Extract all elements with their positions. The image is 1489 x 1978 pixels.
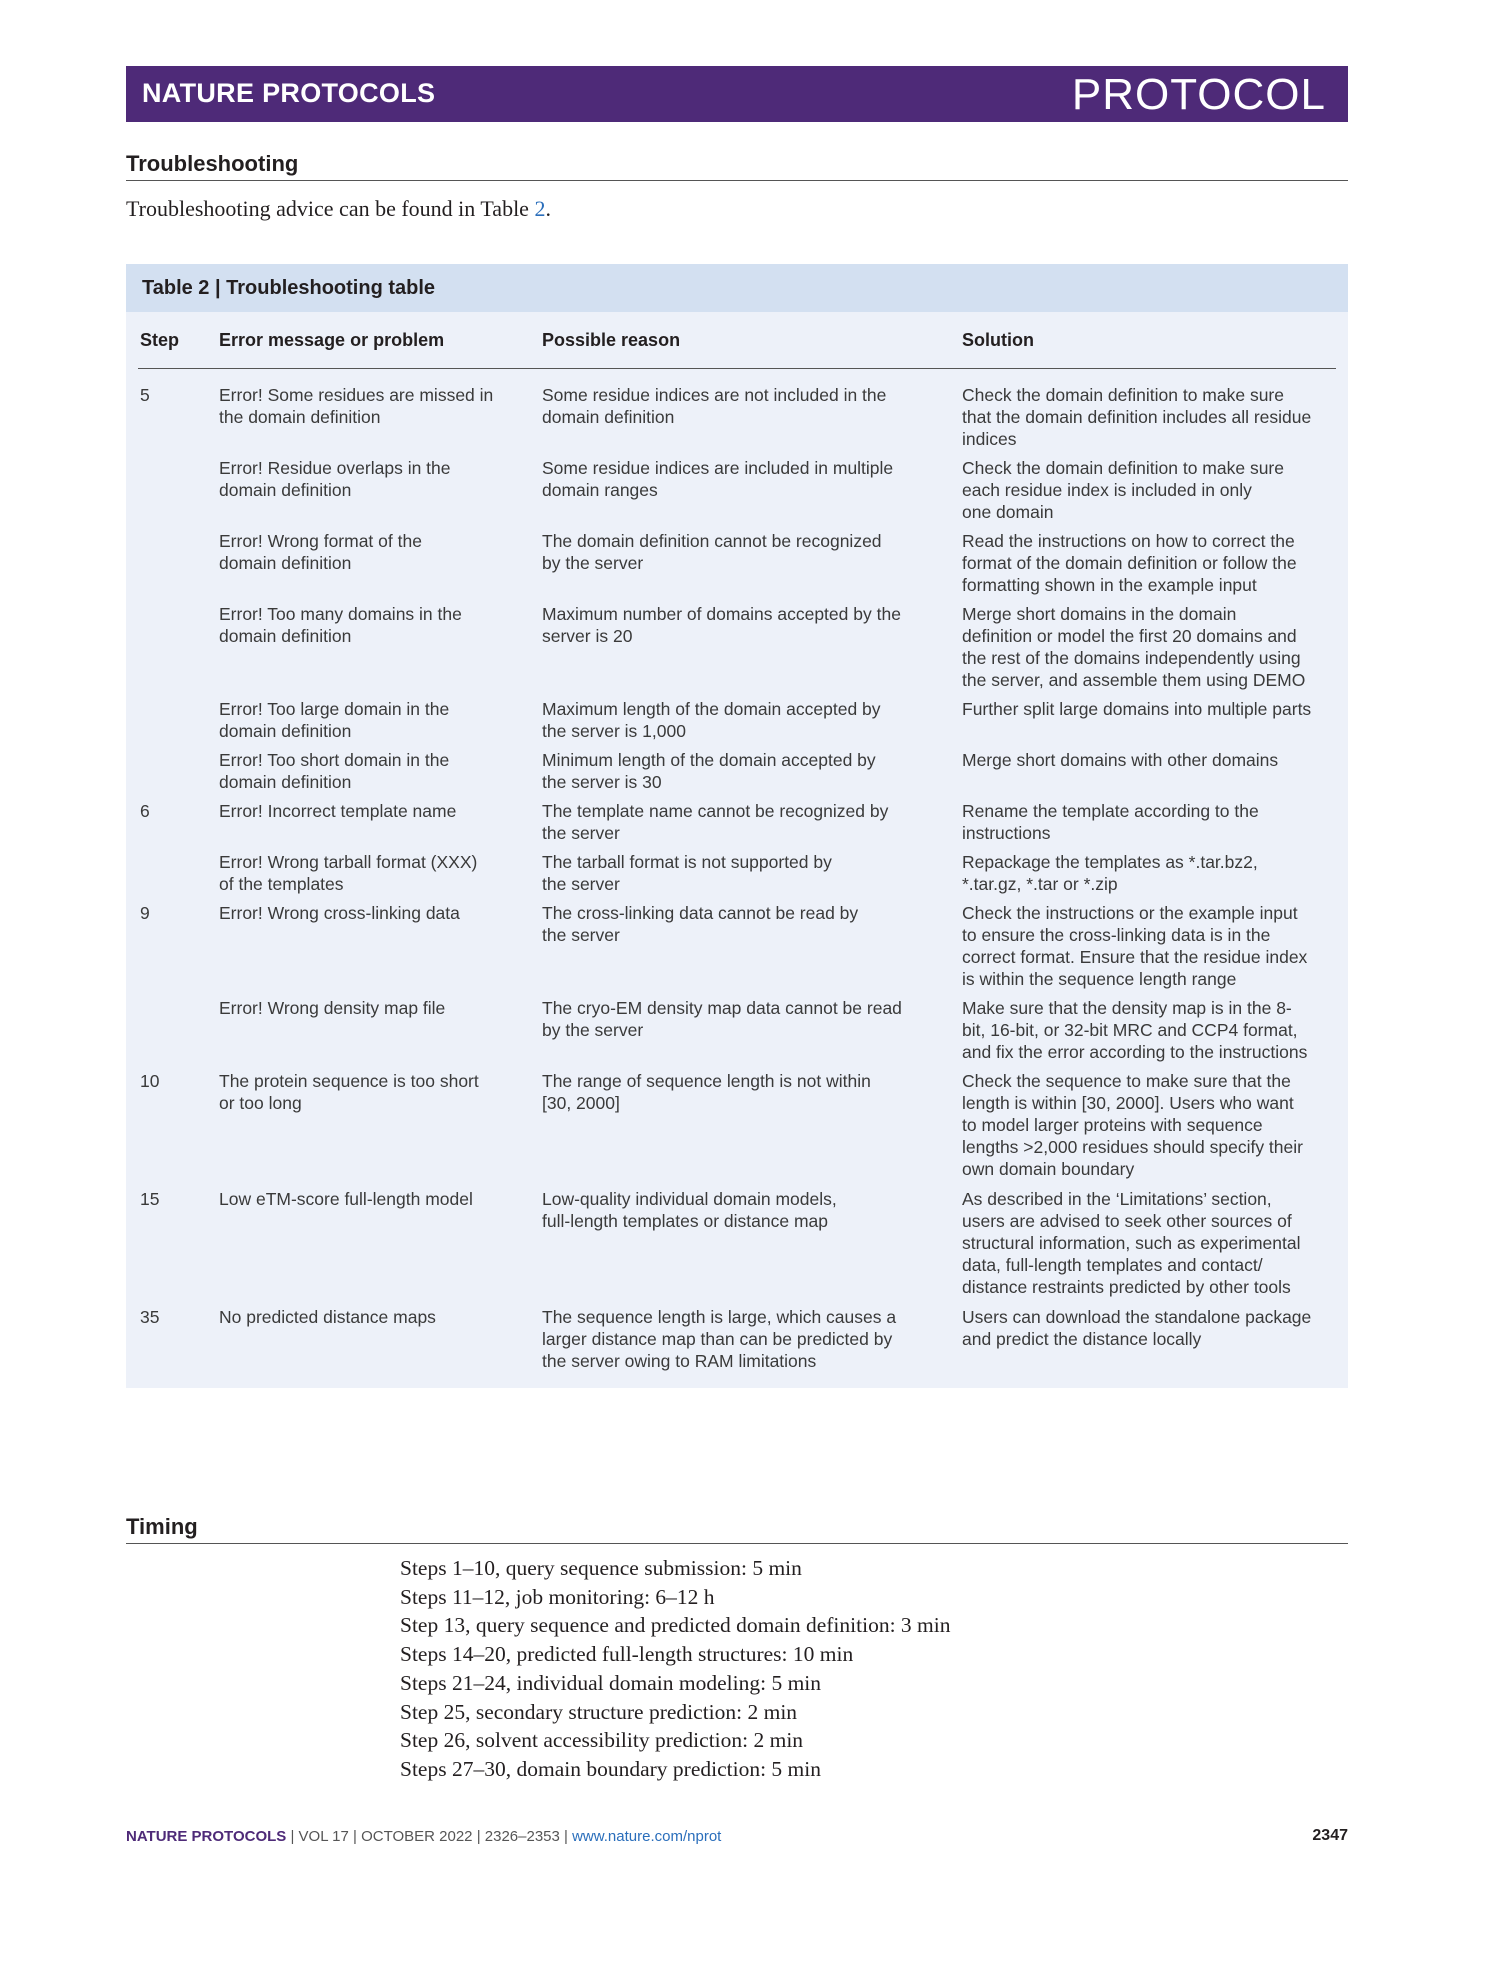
article-type: PROTOCOL	[1071, 70, 1326, 119]
row-solution: Check the domain definition to make sure that the domain definition includes all residue indices	[962, 385, 1312, 449]
footer-volume: VOL 17	[298, 1828, 349, 1845]
row-reason: Minimum length of the domain accepted by the server is 30	[542, 750, 876, 792]
row-reason: The template name cannot be recognized by the server	[542, 801, 889, 843]
timing-list	[400, 1554, 951, 1784]
intro-text: Troubleshooting advice can be found in Table	[126, 196, 535, 221]
footer-pages: 2326–2353	[484, 1828, 560, 1845]
row-step: 35	[140, 1307, 160, 1327]
timing-line: Steps 14–20, predicted full-length structures: 10 min	[400, 1642, 854, 1667]
row-solution: As described in the ‘Limitations’ section, users are advised to seek other sources of structural information, such as experimental data, full-length templates and contact/ distance restraints predicted by other tools	[962, 1189, 1301, 1297]
row-reason: Maximum length of the domain accepted by the server is 1,000	[542, 699, 881, 741]
footer-url-link[interactable]: www.nature.com/nprot	[572, 1828, 722, 1845]
troubleshooting-table	[126, 264, 1348, 1388]
troubleshooting-heading: Troubleshooting	[126, 151, 1348, 181]
intro-end: .	[545, 196, 551, 221]
column-header-step: Step	[140, 330, 180, 350]
timing-line: Steps 1–10, query sequence submission: 5 min	[400, 1556, 802, 1580]
row-error: No predicted distance maps	[219, 1307, 436, 1327]
row-error: Error! Residue overlaps in the domain definition	[219, 458, 451, 500]
row-error: Error! Wrong density map file	[219, 998, 446, 1018]
row-reason: The tarball format is not supported by the server	[542, 852, 832, 894]
journal-name: NATURE PROTOCOLS	[142, 78, 436, 108]
row-reason: The sequence length is large, which causes a larger distance map than can be predicted by the server owing to RAM limitations	[542, 1307, 897, 1371]
row-error: Error! Some residues are missed in the domain definition	[219, 385, 494, 427]
timing-line: Steps 27–30, domain boundary prediction: 5 min	[400, 1756, 821, 1781]
page-footer: NATURE PROTOCOLS | VOL 17 | OCTOBER 2022 | 2326–2353 | www.nature.com/nprot	[126, 1828, 722, 1845]
row-step: 10	[140, 1071, 160, 1091]
row-error: Error! Incorrect template name	[219, 801, 457, 821]
timing-line: Step 26, solvent accessibility prediction: 2 min	[400, 1728, 804, 1753]
row-error: Error! Too short domain in the domain definition	[219, 750, 450, 792]
row-solution: Repackage the templates as *.tar.bz2, *.tar.gz, *.tar or *.zip	[962, 852, 1258, 894]
row-reason: The range of sequence length is not within [30, 2000]	[542, 1071, 871, 1113]
timing-line: Step 13, query sequence and predicted domain definition: 3 min	[400, 1613, 951, 1638]
row-error: Low eTM-score full-length model	[219, 1189, 473, 1209]
footer-date: OCTOBER 2022	[361, 1828, 473, 1845]
table-caption-bar	[126, 264, 1348, 312]
row-solution: Merge short domains in the domain definition or model the first 20 domains and the rest of the domains independently using the server, and assemble them using DEMO	[962, 604, 1306, 690]
row-reason: The cryo-EM density map data cannot be read by the server	[542, 998, 902, 1040]
row-error: Error! Wrong tarball format (XXX) of the templates	[219, 852, 478, 894]
row-solution: Merge short domains with other domains	[962, 750, 1279, 770]
row-error: Error! Too many domains in the domain definition	[219, 604, 462, 646]
row-solution: Users can download the standalone package and predict the distance locally	[962, 1307, 1312, 1349]
column-header-error: Error message or problem	[219, 330, 445, 350]
table-reference-link[interactable]: 2	[534, 196, 546, 221]
row-error: Error! Wrong format of the domain definition	[219, 531, 422, 573]
row-step: 5	[140, 385, 150, 405]
timing-line: Step 25, secondary structure prediction: 2 min	[400, 1699, 798, 1724]
row-solution: Check the sequence to make sure that the length is within [30, 2000]. Users who want to model larger proteins with sequence lengths >2,000 residues should specify their own domain boundary	[962, 1071, 1303, 1179]
row-error: Error! Too large domain in the domain definition	[219, 699, 450, 741]
footer-journal: NATURE PROTOCOLS	[126, 1828, 287, 1845]
row-step: 15	[140, 1189, 160, 1209]
row-reason: The domain definition cannot be recognized by the server	[542, 531, 882, 573]
table-caption: Table 2 | Troubleshooting table	[142, 277, 436, 299]
row-step: 9	[140, 903, 150, 923]
row-solution: Check the instructions or the example input to ensure the cross-linking data is in the correct format. Ensure that the residue index is within the sequence length range	[962, 903, 1308, 989]
journal-header-bar	[126, 66, 1348, 122]
row-solution: Read the instructions on how to correct the format of the domain definition or follow the formatting shown in the example input	[962, 531, 1297, 595]
row-solution: Check the domain definition to make sure each residue index is included in only one domain	[962, 458, 1284, 522]
row-reason: Maximum number of domains accepted by the server is 20	[542, 604, 901, 646]
timing-heading: Timing	[126, 1514, 1348, 1544]
troubleshooting-intro	[126, 196, 551, 222]
timing-line: Steps 21–24, individual domain modeling: 5 min	[400, 1670, 822, 1695]
page-number: 2347	[1312, 1827, 1348, 1844]
row-solution: Rename the template according to the instructions	[962, 801, 1259, 843]
column-header-solution: Solution	[962, 330, 1034, 350]
row-error: Error! Wrong cross-linking data	[219, 903, 460, 923]
timing-line: Steps 11–12, job monitoring: 6–12 h	[400, 1584, 715, 1609]
row-reason: Some residue indices are not included in the domain definition	[542, 385, 887, 427]
column-header-reason: Possible reason	[542, 330, 681, 350]
row-solution: Make sure that the density map is in the 8- bit, 16-bit, or 32-bit MRC and CCP4 format, and fix the error according to the instructions	[962, 998, 1308, 1062]
row-error: The protein sequence is too short or too long	[219, 1071, 479, 1113]
row-solution: Further split large domains into multiple parts	[962, 699, 1312, 719]
row-reason: The cross-linking data cannot be read by the server	[542, 903, 859, 945]
header-divider	[138, 368, 1336, 369]
row-reason: Low-quality individual domain models, full-length templates or distance map	[542, 1189, 837, 1231]
row-reason: Some residue indices are included in multiple domain ranges	[542, 458, 894, 500]
row-step: 6	[140, 801, 150, 821]
